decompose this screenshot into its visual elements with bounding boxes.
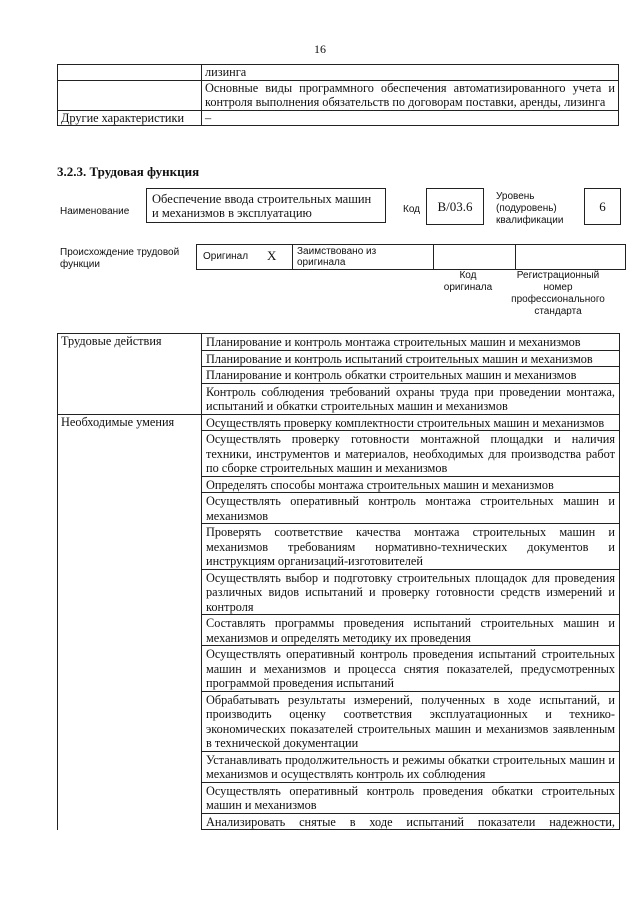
divider [292, 245, 293, 269]
table-row [58, 414, 620, 431]
list-item: Определять способы монтажа строительных машин и механизмов [202, 476, 620, 493]
row-value: – [202, 110, 619, 126]
list-item: Осуществлять выбор и подготовку строительных площадок для проведения различных видов испытаний и проверку готовности средств измерений и контроля [202, 569, 620, 615]
row-label: Другие характеристики [58, 110, 202, 126]
code-box: B/03.6 [426, 188, 484, 225]
original-label: Оригинал [203, 251, 249, 262]
code-caption: Код оригинала [443, 270, 493, 293]
row-label [58, 65, 202, 81]
list-item: Обрабатывать результаты измерений, полученных в ходе испытаний, и производить оценку соответствия эксплуатационных и технико-экономических показателей строительных машин и механизмов заявленным в технической документации [202, 691, 620, 751]
table-row [58, 334, 620, 351]
list-item: Осуществлять оперативный контроль проведения обкатки строительных машин и механизмов [202, 782, 620, 813]
list-item: Осуществлять оперативный контроль проведения испытаний строительных машин и механизмов и процесса снятия показателей, предусмотренных программой проведения испытаний [202, 646, 620, 692]
characteristics-table [57, 64, 619, 126]
list-item: Осуществлять оперативный контроль монтажа строительных машин и механизмов [202, 493, 620, 524]
list-item: Планирование и контроль испытаний строительных машин и механизмов [202, 350, 620, 367]
section-heading: 3.2.3. Трудовая функция [57, 164, 200, 179]
row-label [58, 80, 202, 110]
level-box: 6 [584, 188, 621, 225]
list-item: Осуществлять проверку комплектности строительных машин и механизмов [202, 414, 620, 431]
row-value: лизинга [202, 65, 619, 81]
code-label: Код [403, 204, 421, 215]
list-item: Составлять программы проведения испытаний строительных машин и механизмов и определять методику их проведения [202, 615, 620, 646]
row-value: Основные виды программного обеспечения автоматизированного учета и контроля выполнения обязательств по договорам поставки, аренды, лизинга [202, 80, 619, 110]
list-item: Планирование и контроль монтажа строительных машин и механизмов [202, 334, 620, 351]
reg-caption: Регистрационный номер профессионального стандарта [511, 270, 605, 317]
divider [433, 245, 434, 269]
divider [515, 245, 516, 269]
function-name-box: Обеспечение ввода строительных машин и механизмов в эксплуатацию [146, 188, 386, 223]
list-item: Анализировать снятые в ходе испытаний показатели надежности, [202, 813, 620, 830]
origin-box [196, 244, 626, 270]
table-row [58, 65, 619, 81]
list-item: Контроль соблюдения требований охраны труда при проведении монтажа, испытаний и обкатки строительных машин и механизмов [202, 383, 620, 414]
level-label: Уровень (подуровень) квалификации [496, 191, 564, 226]
origin-label: Происхождение трудовой функции [60, 247, 180, 270]
list-item: Планирование и контроль обкатки строительных машин и механизмов [202, 367, 620, 384]
list-item: Устанавливать продолжительность и режимы обкатки строительных машин и механизмов и осуществлять контроль их соблюдения [202, 751, 620, 782]
list-item: Осуществлять проверку готовности монтажной площадки и наличия техники, инструментов и материалов, необходимых для производства работ по сборке строительных машин и механизмов [202, 431, 620, 477]
list-item: Проверять соответствие качества монтажа строительных машин и механизмов требованиям нормативно-технических документов и инструкциям организаций-изготовителей [202, 524, 620, 570]
function-details-table [57, 333, 620, 830]
original-mark: X [267, 248, 277, 263]
category-label: Необходимые умения [58, 414, 202, 830]
category-label: Трудовые действия [58, 334, 202, 415]
table-row [58, 80, 619, 110]
name-label: Наименование [60, 206, 130, 217]
borrowed-label: Заимствовано из оригинала [297, 246, 377, 268]
page-number: 16 [314, 42, 326, 56]
table-row [58, 110, 619, 126]
